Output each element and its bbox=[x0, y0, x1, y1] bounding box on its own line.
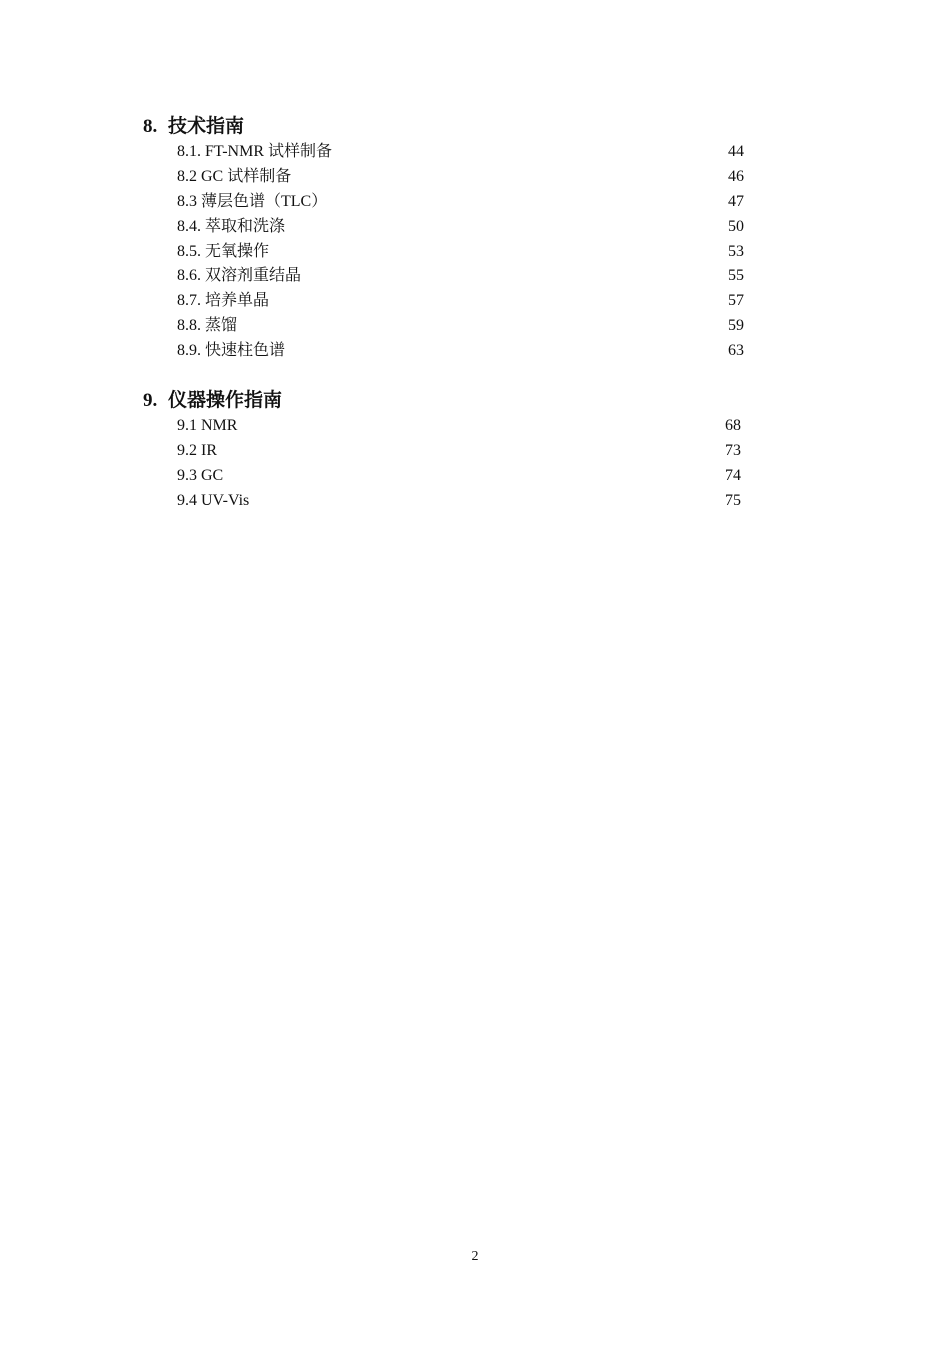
toc-entry[interactable] bbox=[143, 314, 744, 339]
toc-entry-page: 47 bbox=[728, 192, 744, 210]
toc-entry-label: 8.3 薄层色谱（TLC） bbox=[177, 192, 328, 210]
toc-entry-label: 8.8. 蒸馏 bbox=[177, 317, 238, 335]
toc-entry-label: 9.3 GC bbox=[177, 466, 224, 484]
toc-entry[interactable] bbox=[143, 289, 744, 314]
toc-entry-page: 68 bbox=[725, 417, 741, 434]
toc-entry[interactable] bbox=[143, 414, 741, 439]
toc-entry-page: 50 bbox=[728, 217, 744, 235]
toc-entry-page: 59 bbox=[728, 317, 744, 335]
toc-entry[interactable] bbox=[143, 339, 744, 364]
toc-entry-page: 57 bbox=[728, 292, 744, 310]
toc-entry[interactable] bbox=[143, 190, 744, 215]
toc-entry[interactable] bbox=[143, 439, 741, 464]
toc-entry-label: 8.2 GC 试样制备 bbox=[177, 167, 292, 185]
section-heading bbox=[143, 114, 244, 140]
toc-entry[interactable] bbox=[143, 165, 744, 190]
toc-entry-label: 8.7. 培养单晶 bbox=[177, 292, 270, 310]
section-heading bbox=[143, 388, 282, 414]
toc-entry-page: 75 bbox=[725, 491, 741, 509]
toc-entry-page: 63 bbox=[728, 342, 744, 360]
toc-entry-list bbox=[143, 414, 741, 514]
section-number: 9. bbox=[143, 390, 158, 411]
toc-entry-label: 8.9. 快速柱色谱 bbox=[177, 342, 286, 360]
toc-entry[interactable] bbox=[143, 489, 741, 514]
toc-entry[interactable] bbox=[143, 464, 741, 489]
toc-entry-label: 8.1. FT-NMR 试样制备 bbox=[177, 143, 332, 160]
toc-entry-page: 55 bbox=[728, 267, 744, 285]
toc-entry[interactable] bbox=[143, 240, 744, 265]
toc-entry-page: 44 bbox=[728, 143, 744, 160]
toc-entry-label: 8.6. 双溶剂重结晶 bbox=[177, 267, 302, 285]
section-title: 技术指南 bbox=[168, 116, 245, 137]
toc-entry-label: 8.5. 无氧操作 bbox=[177, 242, 270, 260]
toc-entry-page: 73 bbox=[725, 441, 741, 459]
section-title: 仪器操作指南 bbox=[168, 390, 283, 411]
section-number: 8. bbox=[143, 116, 158, 137]
toc-entry-page: 46 bbox=[728, 167, 744, 185]
toc-entry[interactable] bbox=[143, 264, 744, 289]
toc-entry[interactable] bbox=[143, 215, 744, 240]
toc-entry-page: 74 bbox=[725, 466, 741, 484]
toc-section-8 bbox=[143, 114, 744, 364]
toc-entry-label: 9.1 NMR bbox=[177, 417, 238, 434]
toc-entry-label: 8.4. 萃取和洗涤 bbox=[177, 217, 286, 235]
toc-section-9 bbox=[143, 388, 741, 514]
toc-entry-page: 53 bbox=[728, 242, 744, 260]
toc-entry-list bbox=[143, 140, 744, 364]
toc-entry[interactable] bbox=[143, 140, 744, 165]
toc-entry-label: 9.2 IR bbox=[177, 441, 217, 459]
toc-entry-label: 9.4 UV-Vis bbox=[177, 491, 250, 509]
page-number: 2 bbox=[471, 1249, 479, 1264]
